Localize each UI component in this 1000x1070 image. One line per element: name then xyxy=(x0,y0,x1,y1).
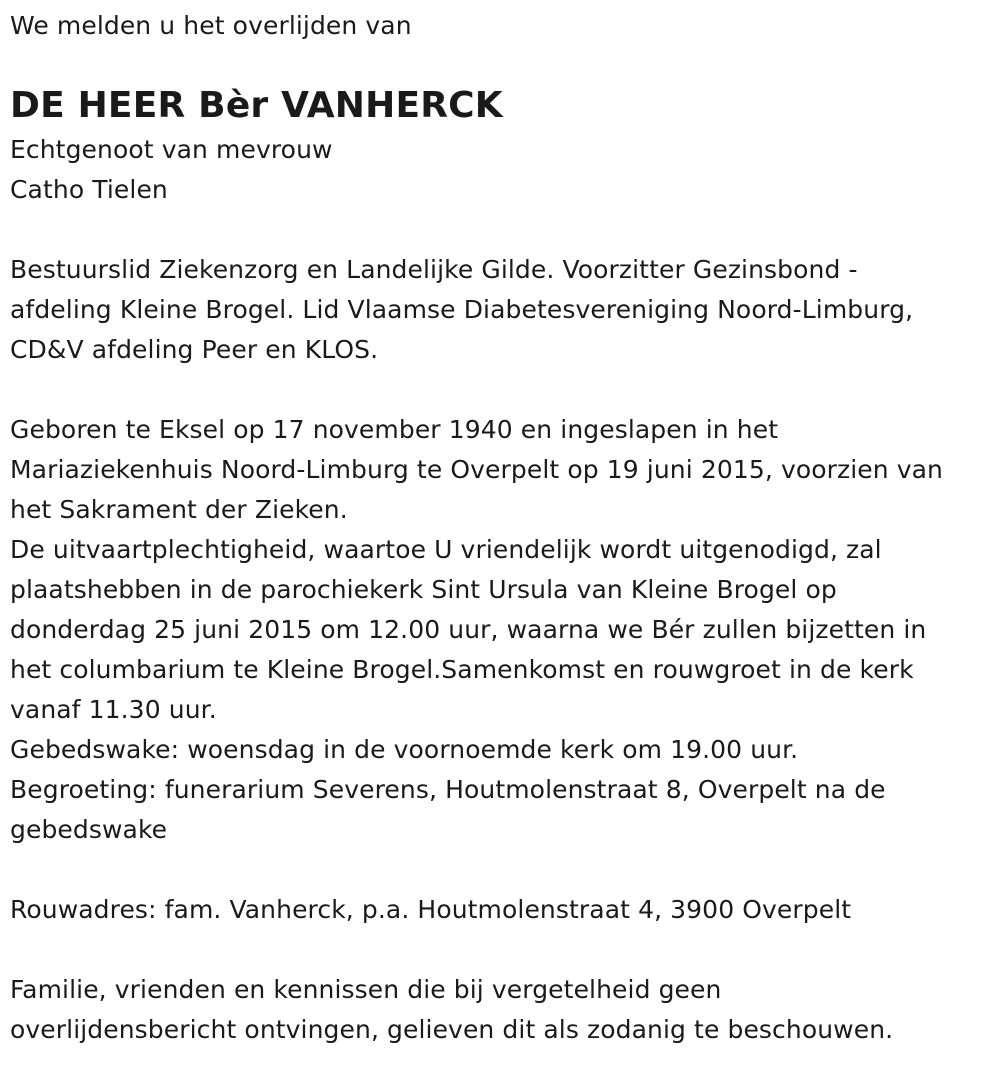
paragraph-line: overlijdensbericht ontvingen, gelieven dit als zodanig te beschouwen. xyxy=(10,1015,894,1044)
spouse-line: Echtgenoot van mevrouw xyxy=(10,135,333,164)
death-notice xyxy=(10,6,990,1050)
birth-death-paragraph xyxy=(10,410,990,530)
paragraph-line: Bestuurslid Ziekenzorg en Landelijke Gilde. Voorzitter Gezinsbond - xyxy=(10,255,858,284)
wake-line: Gebedswake: woensdag in de voornoemde kerk om 19.00 uur. xyxy=(10,735,799,764)
paragraph-line: De uitvaartplechtigheid, waartoe U vriendelijk wordt uitgenodigd, zal xyxy=(10,535,882,564)
deceased-name: DE HEER Bèr VANHERCK xyxy=(10,85,503,126)
paragraph-line: gebedswake xyxy=(10,815,168,844)
paragraph-line: CD&V afdeling Peer en KLOS. xyxy=(10,335,379,364)
address-paragraph xyxy=(10,890,990,930)
mourning-address: Rouwadres: fam. Vanherck, p.a. Houtmolenstraat 4, 3900 Overpelt xyxy=(10,895,852,924)
paragraph-line: afdeling Kleine Brogel. Lid Vlaamse Diabetesvereniging Noord-Limburg, xyxy=(10,295,914,324)
closing-paragraph xyxy=(10,970,990,1050)
spouse-name: Catho Tielen xyxy=(10,175,168,204)
paragraph-line: het columbarium te Kleine Brogel.Samenkomst en rouwgroet in de kerk xyxy=(10,655,914,684)
notice-intro: We melden u het overlijden van xyxy=(10,11,412,40)
paragraph-line: Geboren te Eksel op 17 november 1940 en ingeslapen in het xyxy=(10,415,779,444)
paragraph-line: donderdag 25 juni 2015 om 12.00 uur, waarna we Bér zullen bijzetten in xyxy=(10,615,927,644)
paragraph-line: Familie, vrienden en kennissen die bij vergetelheid geen xyxy=(10,975,722,1004)
visitation-paragraph xyxy=(10,770,990,850)
spouse-section xyxy=(10,130,990,210)
paragraph-line: Begroeting: funerarium Severens, Houtmolenstraat 8, Overpelt na de xyxy=(10,775,886,804)
paragraph-line: het Sakrament der Zieken. xyxy=(10,495,348,524)
functions-paragraph xyxy=(10,250,990,370)
paragraph-line: vanaf 11.30 uur. xyxy=(10,695,217,724)
ceremony-paragraph xyxy=(10,530,990,730)
paragraph-line: plaatshebben in de parochiekerk Sint Ursula van Kleine Brogel op xyxy=(10,575,837,604)
paragraph-line: Mariaziekenhuis Noord-Limburg te Overpelt op 19 juni 2015, voorzien van xyxy=(10,455,944,484)
